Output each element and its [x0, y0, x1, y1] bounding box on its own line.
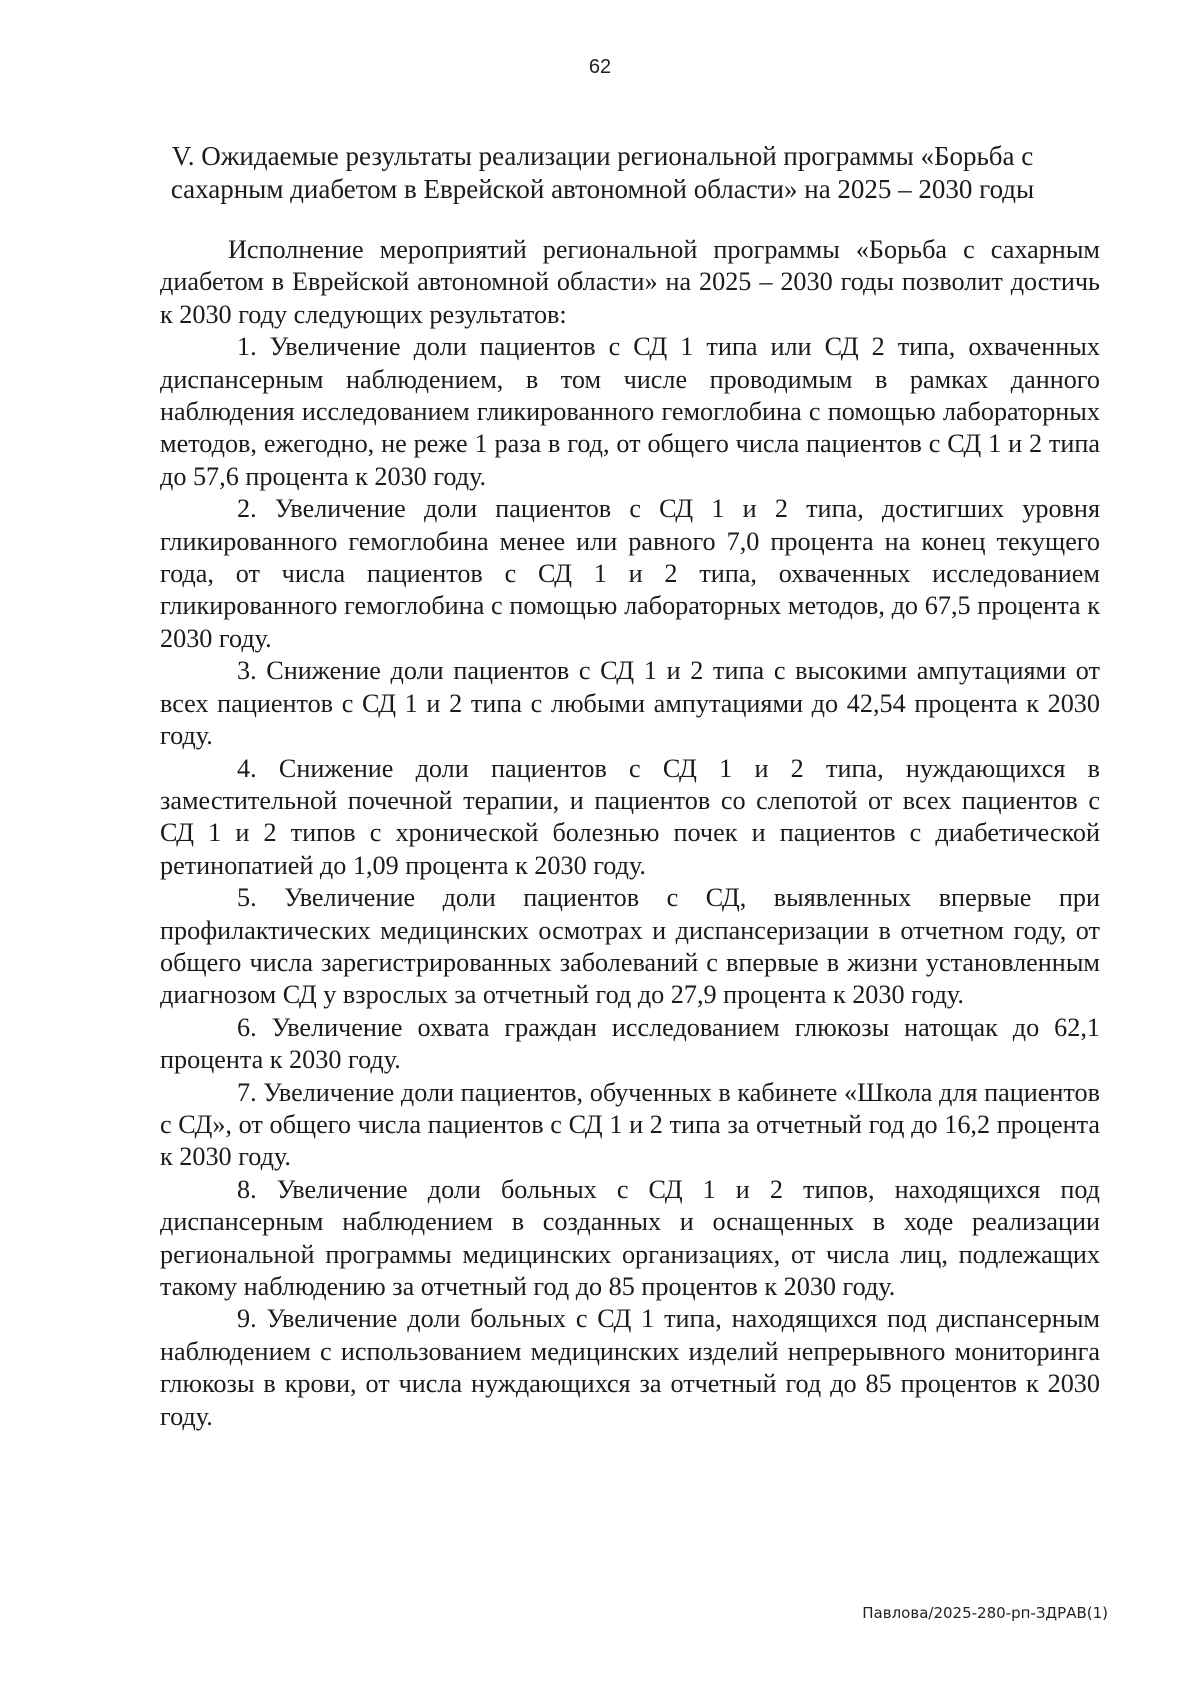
result-item-6: 6. Увеличение охвата граждан исследованием глюкозы натощак до 62,1 процента к 2030 году.: [160, 1012, 1100, 1075]
document-reference: Павлова/2025-280-рп-ЗДРАВ(1): [862, 1604, 1108, 1622]
result-item-5: 5. Увеличение доли пациентов с СД, выявленных впервые при профилактических медицинских осмотрах и диспансеризации в отчетном году, от общего числа зарегистрированных заболеваний с впервые в жизни установленным диагнозом СД у взрослых за отчетный год до 27,9 процента к 2030 году.: [160, 883, 1100, 1010]
section-heading: V. Ожидаемые результаты реализации региональной программы «Борьба с сахарным диабетом в Еврейской автономной области» на 2025 – 2030 годы: [170, 141, 1035, 204]
result-item-2: 2. Увеличение доли пациентов с СД 1 и 2 типа, достигших уровня гликированного гемоглобина менее или равного 7,0 процента на конец текущего года, от числа пациентов с СД 1 и 2 типа, охваченных исследованием гликированного гемоглобина с помощью лабораторных методов, до 67,5 процента к 2030 году.: [160, 494, 1100, 653]
result-item-3: 3. Снижение доли пациентов с СД 1 и 2 типа с высокими ампутациями от всех пациентов с СД 1 и 2 типа с любыми ампутациями до 42,54 процента к 2030 году.: [160, 656, 1100, 751]
result-item-7: 7. Увеличение доли пациентов, обученных в кабинете «Школа для пациентов с СД», от общего числа пациентов с СД 1 и 2 типа за отчетный год до 16,2 процента к 2030 году.: [160, 1077, 1100, 1172]
result-item-9: 9. Увеличение доли больных с СД 1 типа, находящихся под диспансерным наблюдением с использованием медицинских изделий непрерывного мониторинга глюкозы в крови, от числа нуждающихся за отчетный год до 85 процентов к 2030 году.: [160, 1304, 1100, 1431]
document-body: [160, 234, 1100, 1433]
result-item-4: 4. Снижение доли пациентов с СД 1 и 2 типа, нуждающихся в заместительной почечной терапии, и пациентов со слепотой от всех пациентов с СД 1 и 2 типов с хронической болезнью почек и пациентов с диабетической ретинопатией до 1,09 процента к 2030 году.: [160, 753, 1100, 880]
page-number: 62: [588, 56, 612, 78]
result-item-8: 8. Увеличение доли больных с СД 1 и 2 типов, находящихся под диспансерным наблюдением в созданных и оснащенных в ходе реализации региональной программы медицинских организациях, от числа лиц, подлежащих такому наблюдению за отчетный год до 85 процентов к 2030 году.: [160, 1174, 1100, 1301]
result-item-1: 1. Увеличение доли пациентов с СД 1 типа или СД 2 типа, охваченных диспансерным наблюдением, в том числе проводимым в рамках данного наблюдения исследованием гликированного гемоглобина с помощью лабораторных методов, ежегодно, не реже 1 раза в год, от общего числа пациентов с СД 1 и 2 типа до 57,6 процента к 2030 году.: [160, 332, 1100, 491]
intro-paragraph: Исполнение мероприятий региональной программы «Борьба с сахарным диабетом в Еврейской автономной области» на 2025 – 2030 годы позволит достичь к 2030 году следующих результатов:: [160, 235, 1100, 329]
